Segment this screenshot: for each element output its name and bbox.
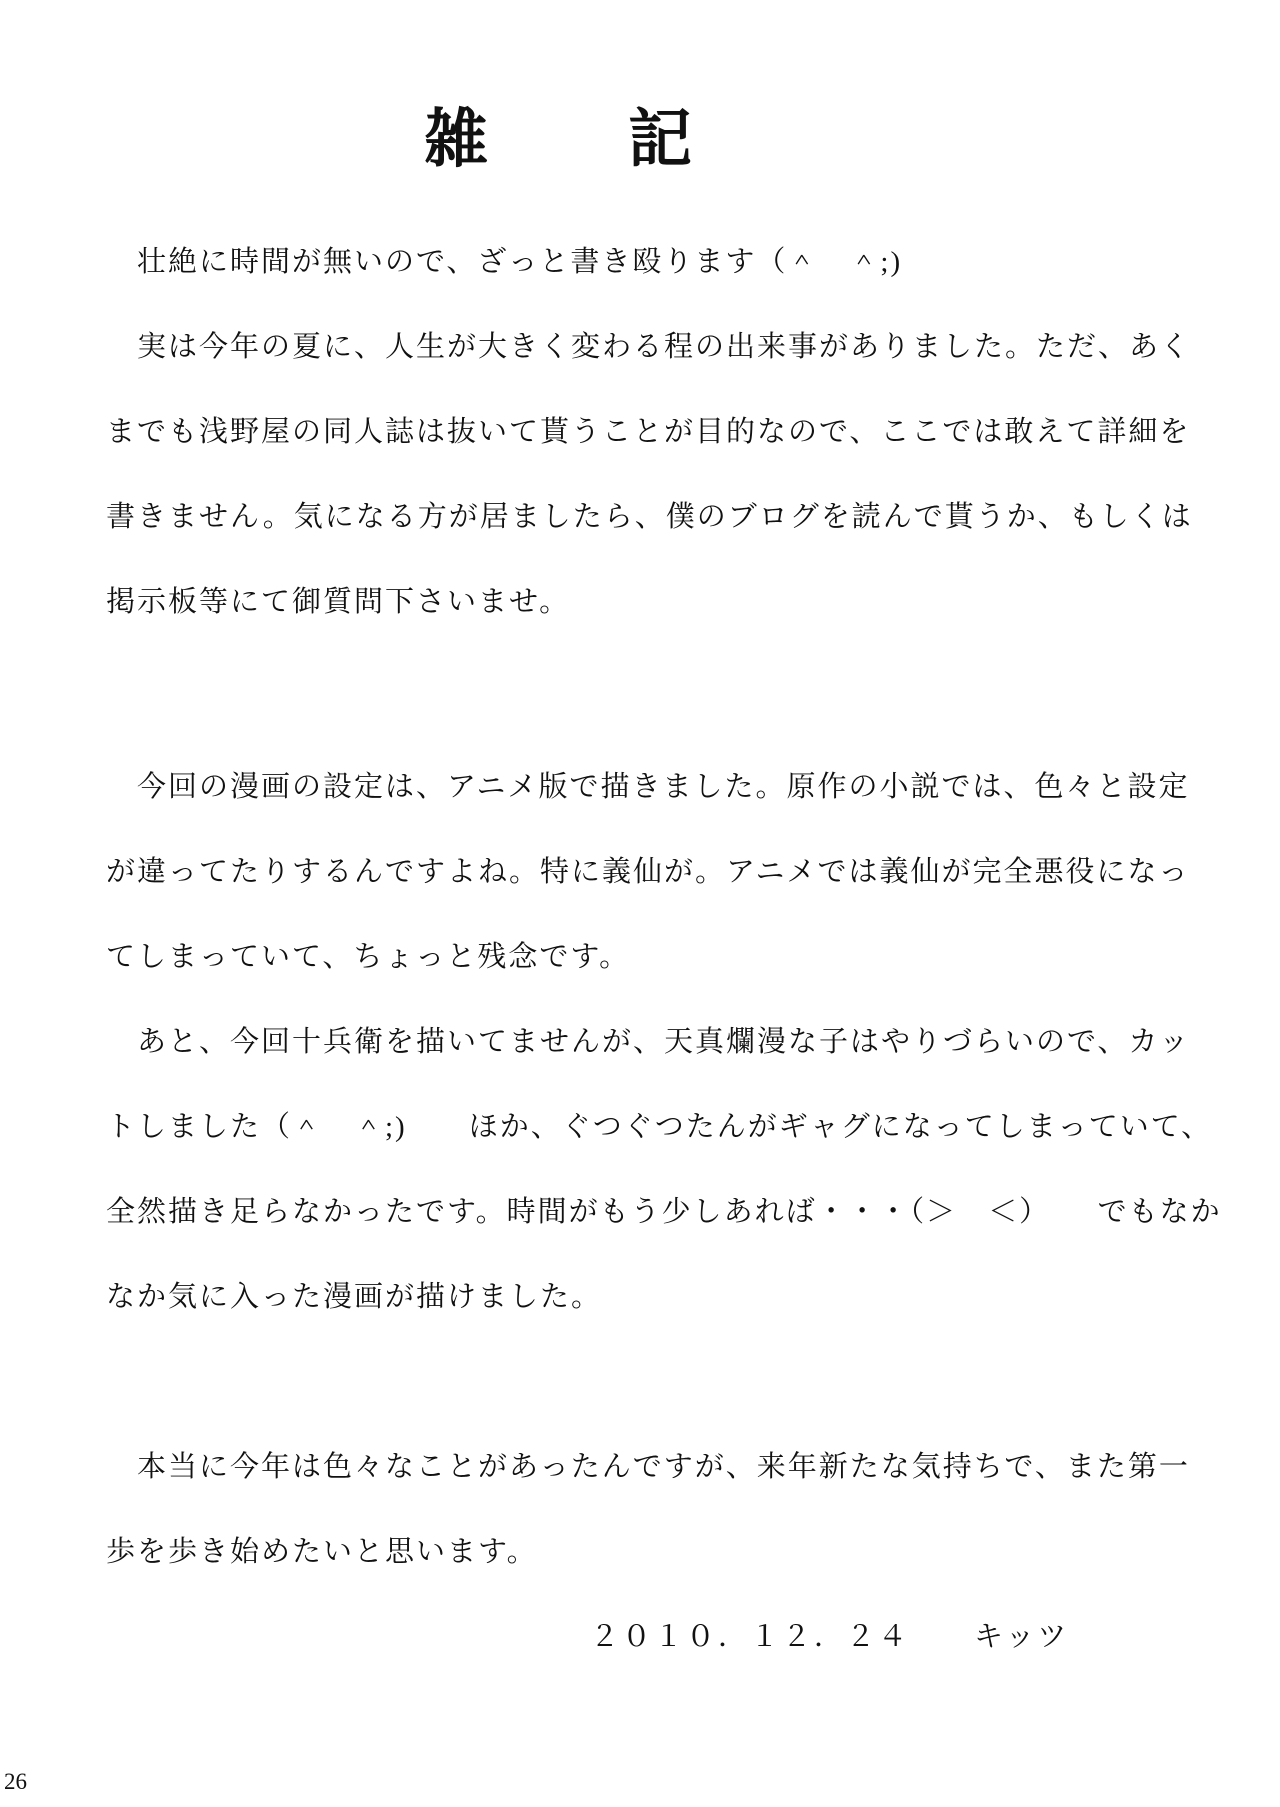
body-text-column	[106, 220, 1222, 1680]
paragraph-line: 全然描き足らなかったです。時間がもう少しあれば・・・（＞ ＜） でもなか	[106, 1196, 1222, 1228]
paragraph-line: が違ってたりするんですよね。特に義仙が。アニメでは義仙が完全悪役になっ	[106, 856, 1190, 888]
paragraph-line: までも浅野屋の同人誌は抜いて貰うことが目的なので、ここでは敢えて詳細を	[106, 416, 1191, 448]
paragraph-line: トしました（＾ ＾;) ほか、ぐつぐつたんがギャグになってしまっていて、	[106, 1111, 1213, 1143]
page-title: 雑 記	[424, 104, 696, 175]
paragraph-group-2	[106, 745, 1222, 1340]
page-number: 26	[4, 1769, 27, 1794]
paragraph-line: 歩を歩き始めたいと思います。	[106, 1536, 538, 1568]
paragraph-line: てしまっていて、ちょっと残念です。	[106, 941, 631, 973]
paragraph-line: あと、今回十兵衛を描いてませんが、天真爛漫な子はやりづらいので、カッ	[137, 1026, 1191, 1058]
paragraph-line: 壮絶に時間が無いので、ざっと書き殴ります（＾ ＾;)	[137, 246, 903, 278]
paragraph-line: 実は今年の夏に、人生が大きく変わる程の出来事がありました。ただ、あく	[137, 331, 1192, 363]
paragraph-group-1	[106, 220, 1196, 645]
paragraph-line: 今回の漫画の設定は、アニメ版で描きました。原作の小説では、色々と設定	[137, 771, 1190, 803]
paragraph-line: なか気に入った漫画が描けました。	[106, 1281, 603, 1313]
paragraph-line: 本当に今年は色々なことがあったんですが、来年新たな気持ちで、また第一	[137, 1451, 1190, 1483]
paragraph-line: 書きません。気になる方が居ましたら、僕のブログを読んで貰うか、もしくは	[106, 501, 1193, 533]
paragraph-group-3	[106, 1425, 1196, 1680]
paragraph-line: 掲示板等にて御質問下さいませ。	[106, 586, 571, 618]
date-signature: ２０１０．１２．２４ キッツ	[590, 1621, 1070, 1653]
